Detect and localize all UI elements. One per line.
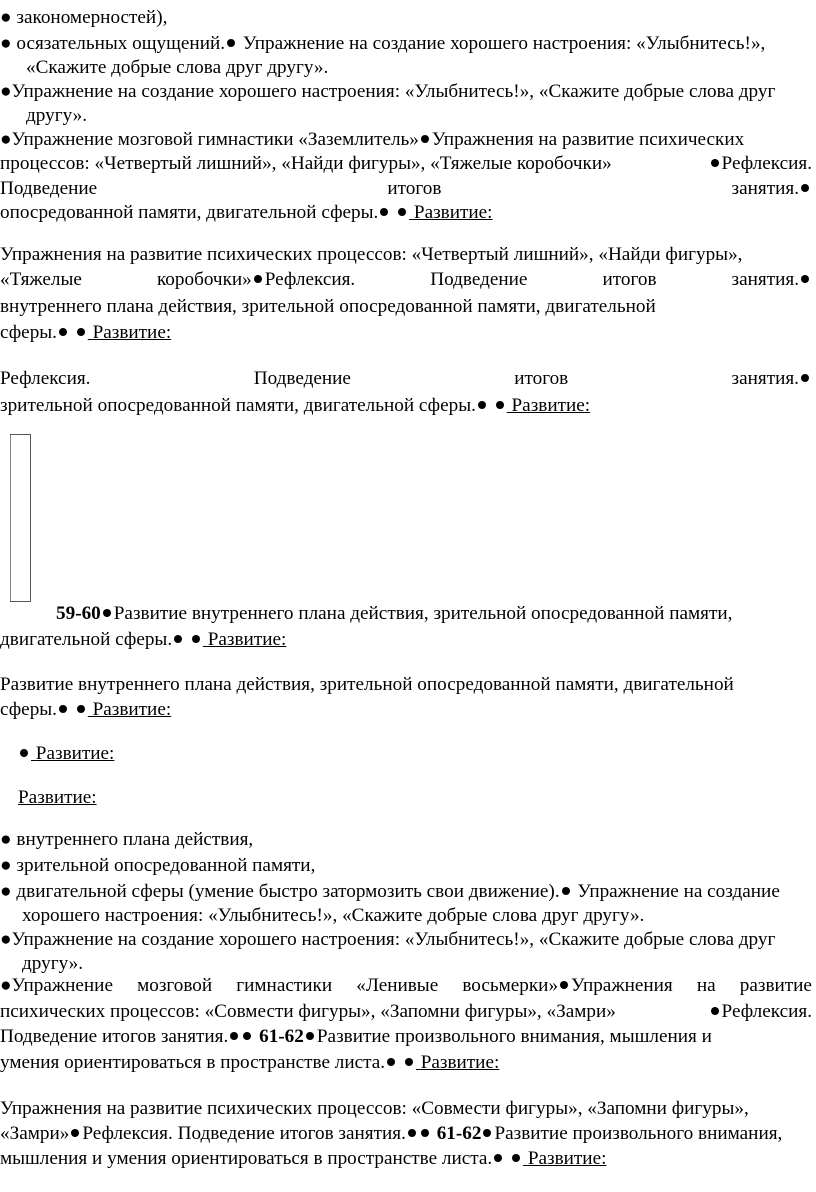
text: Подведение <box>0 178 98 199</box>
dot-icon <box>801 374 809 382</box>
list-item <box>0 880 780 904</box>
paragraph-line <box>0 1051 499 1075</box>
dot-icon <box>103 609 111 617</box>
text: зрительной опосредованной памяти, <box>16 855 316 876</box>
dot-icon <box>421 1129 429 1137</box>
text: «Тяжелые <box>0 269 82 290</box>
table-frame <box>10 434 31 602</box>
table-frame-inner <box>10 435 21 601</box>
text <box>732 367 812 391</box>
paragraph-line <box>0 201 493 225</box>
dot-icon <box>192 635 200 643</box>
text: Упражнения <box>571 975 673 996</box>
text: Развитие: <box>92 322 172 343</box>
dot-icon <box>711 1007 719 1015</box>
dot-icon <box>59 328 67 336</box>
text: Развитие внутреннего плана действия, зрительной опосредованной памяти, двигательной <box>0 674 734 695</box>
razvitie-link <box>403 1052 499 1073</box>
dot-icon <box>380 208 388 216</box>
list-item <box>0 32 765 56</box>
list-item <box>0 828 253 852</box>
dot-icon <box>512 1154 520 1162</box>
dot-icon <box>77 328 85 336</box>
razvitie-heading: Развитие: <box>18 787 97 808</box>
text: двигательной сферы (умение быстро затормозить свои движение). <box>16 881 560 902</box>
text: Упражнение на создание хорошего настроения: «Улыбнитесь!», «Скажите добрые слова друг <box>11 929 776 950</box>
razvitie-heading <box>18 742 114 766</box>
paragraph-line <box>0 268 812 292</box>
text: восьмерки» <box>462 975 559 996</box>
lesson-number: 61-62 <box>436 1123 482 1144</box>
text: Развитие: <box>527 1148 607 1169</box>
list-item <box>0 6 167 30</box>
text: мышления и умения ориентироваться в пространстве листа. <box>0 1148 493 1169</box>
bullet-icon: ● <box>0 81 12 102</box>
text: Упражнения на развитие психических процессов: «Совмести фигуры», «Запомни фигуры», <box>0 1098 749 1119</box>
dot-icon <box>398 208 406 216</box>
paragraph-line <box>0 974 812 998</box>
text: Упражнение на создание хорошего настроения: «Улыбнитесь!», «Скажите добрые слова друг <box>11 81 776 102</box>
text: Развитие: <box>420 1052 500 1073</box>
dot-icon <box>711 159 719 167</box>
text: Развитие: <box>511 395 591 416</box>
text: «Скажите добрые слова друг другу». <box>26 57 329 78</box>
text: «Ленивые <box>356 975 439 996</box>
text: двигательной сферы. <box>0 629 173 650</box>
dot-icon <box>227 39 235 47</box>
text: Развитие: <box>413 202 493 223</box>
paragraph-line <box>0 1025 812 1049</box>
text: Развитие: <box>35 743 115 764</box>
text <box>0 1122 782 1146</box>
dot-icon <box>243 1032 251 1040</box>
dot-icon <box>478 401 486 409</box>
bullet-icon: ● <box>0 929 12 950</box>
text: Упражнения на развитие психических процессов: «Четвертый лишний», «Найди фигуры», <box>0 244 743 265</box>
list-item <box>0 80 775 104</box>
lesson-number: 61-62 <box>259 1026 304 1047</box>
text: Развитие: <box>92 699 172 720</box>
dot-icon <box>408 1129 416 1137</box>
text: занятия. <box>731 368 799 389</box>
text: сферы. <box>0 699 57 720</box>
text: процессов: «Четвертый лишний», «Найди фигуры», «Тяжелые коробочки» <box>0 153 612 174</box>
text: коробочки» <box>156 269 252 290</box>
text: внутреннего плана действия, <box>16 829 254 850</box>
text <box>0 1025 712 1049</box>
text: сферы. <box>0 322 57 343</box>
text: «Замри» <box>0 1123 70 1144</box>
text: гимнастики <box>236 975 333 996</box>
text: Упражнение на создание <box>577 881 780 902</box>
paragraph-line <box>0 1000 812 1024</box>
razvitie-link <box>190 629 286 650</box>
dot-icon <box>174 635 182 643</box>
dot-icon <box>77 705 85 713</box>
dot-icon <box>59 705 67 713</box>
text: закономерностей), <box>16 7 168 28</box>
text: Упражнения на развитие психических <box>431 129 745 150</box>
text <box>0 128 744 152</box>
paragraph-line <box>0 394 590 418</box>
dot-icon <box>560 981 568 989</box>
paragraph-line <box>0 1122 812 1146</box>
razvitie-link <box>396 202 492 223</box>
paragraph-line <box>0 1147 606 1171</box>
dot-icon <box>421 135 429 143</box>
paragraph-line <box>0 367 812 391</box>
text: мозговой <box>137 975 213 996</box>
text: внутреннего плана действия, зрительной опосредованной памяти, двигательной <box>0 296 656 317</box>
text: Подведение <box>253 368 351 389</box>
dot-icon <box>405 1058 413 1066</box>
dot-icon <box>496 401 504 409</box>
text: Развитие произвольного внимания, мышления и <box>316 1026 712 1047</box>
dot-icon <box>254 275 262 283</box>
paragraph-line <box>0 177 812 201</box>
paragraph-line <box>0 128 812 152</box>
dot-icon <box>494 1154 502 1162</box>
text: Развитие внутреннего плана действия, зрительной опосредованной памяти, <box>113 603 733 624</box>
text: Рефлексия. <box>721 153 812 174</box>
bullet-icon: ● <box>0 855 12 876</box>
bullet-icon: ● <box>0 33 12 54</box>
text: психических процессов: «Совмести фигуры», «Запомни фигуры», «Замри» <box>0 1001 616 1022</box>
text <box>709 152 812 176</box>
text: развитие <box>739 975 812 996</box>
text: зрительной опосредованной памяти, двигательной сферы. <box>0 395 476 416</box>
dot-icon <box>483 1129 491 1137</box>
text: Развитие: <box>207 629 287 650</box>
text: занятия. <box>731 178 799 199</box>
bullet-icon: ● <box>0 881 12 902</box>
bullet-icon: ● <box>0 129 12 150</box>
text: умения ориентироваться в пространстве листа. <box>0 1052 386 1073</box>
text <box>462 974 672 998</box>
list-item <box>0 928 775 952</box>
text: итогов <box>387 178 442 199</box>
razvitie-link <box>494 395 590 416</box>
dot-icon <box>387 1058 395 1066</box>
text <box>157 268 355 292</box>
text <box>732 177 812 201</box>
text: осязательных ощущений. <box>16 33 226 54</box>
list-item <box>0 854 315 878</box>
text: другу». <box>26 105 88 126</box>
text: занятия. <box>731 269 799 290</box>
text: итогов <box>602 269 657 290</box>
text: Рефлексия. <box>721 1001 812 1022</box>
razvitie-link <box>75 699 171 720</box>
razvitie-link <box>75 322 171 343</box>
text: на <box>696 975 716 996</box>
text: Упражнение <box>11 975 113 996</box>
dot-icon <box>230 1032 238 1040</box>
bullet-icon: ● <box>0 7 12 28</box>
text: Упражнение на создание хорошего настроения: «Улыбнитесь!», <box>242 33 766 54</box>
paragraph-line <box>0 152 812 176</box>
text: опосредованной памяти, двигательной сферы. <box>0 202 379 223</box>
razvitie-link <box>510 1148 606 1169</box>
text <box>709 1000 812 1024</box>
text: Рефлексия. <box>264 269 356 290</box>
text: хорошего настроения: «Улыбнитесь!», «Скажите добрые слова друг другу». <box>22 905 645 926</box>
text: Подведение итогов занятия. <box>0 1026 229 1047</box>
paragraph-line <box>56 602 732 626</box>
text <box>732 268 812 292</box>
bullet-icon: ● <box>0 829 12 850</box>
text: Упражнение мозговой гимнастики «Заземлитель» <box>11 129 419 150</box>
dot-icon <box>801 184 809 192</box>
dot-icon <box>562 887 570 895</box>
dot-icon <box>71 1129 79 1137</box>
text: Рефлексия. Подведение итогов занятия. <box>82 1123 406 1144</box>
text: Рефлексия. <box>0 368 91 389</box>
paragraph-line <box>0 628 286 652</box>
text: итогов <box>514 368 569 389</box>
dot-icon <box>20 749 28 757</box>
paragraph-line <box>0 698 171 722</box>
lesson-number: 59-60 <box>56 603 101 624</box>
text: Подведение <box>430 269 528 290</box>
text: Развитие произвольного внимания, <box>494 1123 783 1144</box>
text: другу». <box>22 953 84 974</box>
paragraph-line <box>0 321 171 345</box>
bullet-icon: ● <box>0 975 12 996</box>
dot-icon <box>306 1032 314 1040</box>
dot-icon <box>801 275 809 283</box>
text <box>0 974 113 998</box>
